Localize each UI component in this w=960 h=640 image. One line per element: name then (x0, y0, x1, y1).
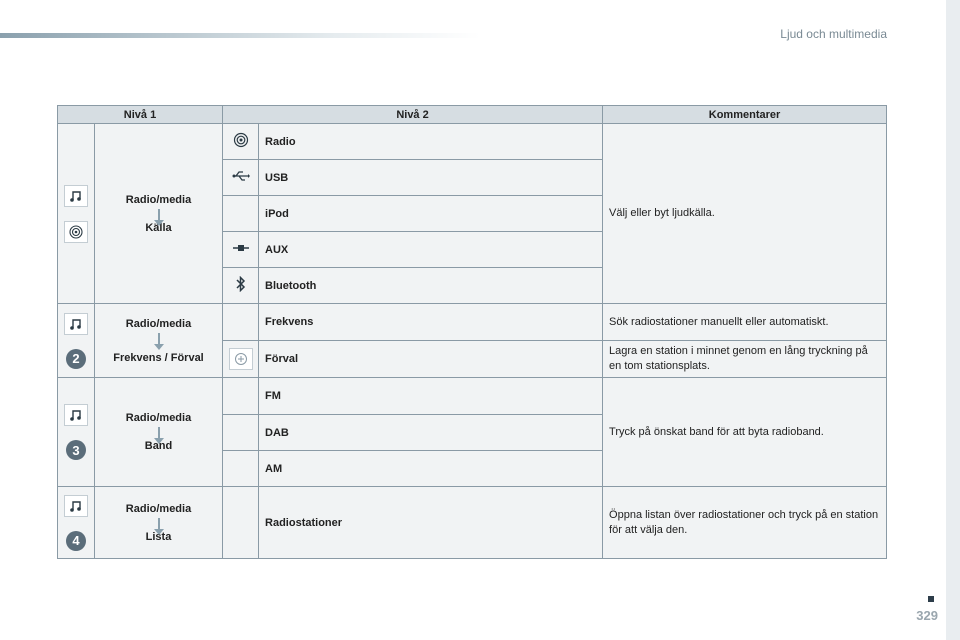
level1-icons-cell (58, 487, 95, 559)
comment-cell: Öppna listan över radiostationer och tryck på en station för att välja den. (603, 487, 887, 559)
level2-label: FM (259, 378, 603, 415)
menu-table (57, 105, 887, 559)
section-title: Ljud och multimedia (780, 27, 887, 41)
level2-icon-cell (223, 268, 259, 304)
radio-icon (233, 132, 249, 148)
level2-label: Bluetooth (259, 268, 603, 304)
comment-cell: Tryck på önskat band för att byta radioband. (603, 378, 887, 487)
level2-icon-cell (223, 451, 259, 487)
comment-cell: Sök radiostationer manuellt eller automatiskt. (603, 304, 887, 341)
column-header-level2: Nivå 2 (223, 106, 603, 124)
level2-label: Förval (259, 341, 603, 378)
level1-top-label: Radio/media (125, 317, 192, 330)
comment-cell: Lagra en station i minnet genom en lång tryckning på en tom stationsplats. (603, 341, 887, 378)
level2-icon-cell (223, 232, 259, 268)
level2-icon-cell (223, 487, 259, 559)
level2-label: Radio (259, 124, 603, 160)
level2-icon-cell (223, 341, 259, 378)
level2-label: USB (259, 160, 603, 196)
step-number-badge: 3 (66, 440, 86, 460)
level1-icons-cell (58, 378, 95, 487)
down-arrow-icon (158, 209, 160, 221)
usb-icon (232, 170, 250, 182)
page-edge-strip (946, 0, 960, 640)
level2-icon-cell (223, 415, 259, 451)
down-arrow-icon (158, 333, 160, 345)
level1-bottom-label: Lista (145, 530, 172, 543)
level1-cell (95, 487, 223, 559)
table-header-row (58, 106, 887, 124)
level1-top-label: Radio/media (125, 193, 192, 206)
level2-icon-cell (223, 124, 259, 160)
level2-label: iPod (259, 196, 603, 232)
table-row (58, 487, 887, 559)
level2-icon-cell (223, 196, 259, 232)
comment-cell: Välj eller byt ljudkälla. (603, 124, 887, 304)
level1-top-label: Radio/media (125, 502, 192, 515)
table-row (58, 378, 887, 415)
level1-cell (95, 304, 223, 378)
level1-cell (95, 124, 223, 304)
level2-label: AUX (259, 232, 603, 268)
table-row (58, 124, 887, 160)
level1-top-label: Radio/media (125, 412, 192, 424)
page-marker (928, 596, 934, 602)
down-arrow-icon (158, 518, 160, 530)
radio-icon (64, 221, 88, 243)
down-arrow-icon (158, 427, 160, 439)
level2-label: Radiostationer (259, 487, 603, 559)
preset-icon (229, 348, 253, 370)
column-header-level1: Nivå 1 (58, 106, 223, 124)
step-number-badge: 4 (66, 531, 86, 551)
level2-label: DAB (259, 415, 603, 451)
column-header-comments: Kommentarer (603, 106, 887, 124)
level1-cell (95, 378, 223, 487)
music-note-icon (64, 495, 88, 517)
music-note-icon (64, 313, 88, 335)
table-row (58, 304, 887, 341)
level2-icon-cell (223, 160, 259, 196)
step-number-badge: 2 (66, 349, 86, 369)
music-note-icon (64, 185, 88, 207)
level2-label: Frekvens (259, 304, 603, 341)
level2-label: AM (259, 451, 603, 487)
level1-icons-cell (58, 304, 95, 378)
level1-bottom-label: Frekvens / Förval (113, 351, 204, 364)
level2-icon-cell (223, 304, 259, 341)
bluetooth-icon (235, 276, 247, 292)
level1-bottom-label: Källa (145, 221, 172, 234)
aux-icon (232, 243, 250, 253)
page-number: 329 (916, 608, 938, 623)
level1-bottom-label: Band (144, 440, 173, 452)
header-accent-bar (0, 33, 480, 38)
level1-icons-cell (58, 124, 95, 304)
level2-icon-cell (223, 378, 259, 415)
music-note-icon (64, 404, 88, 426)
